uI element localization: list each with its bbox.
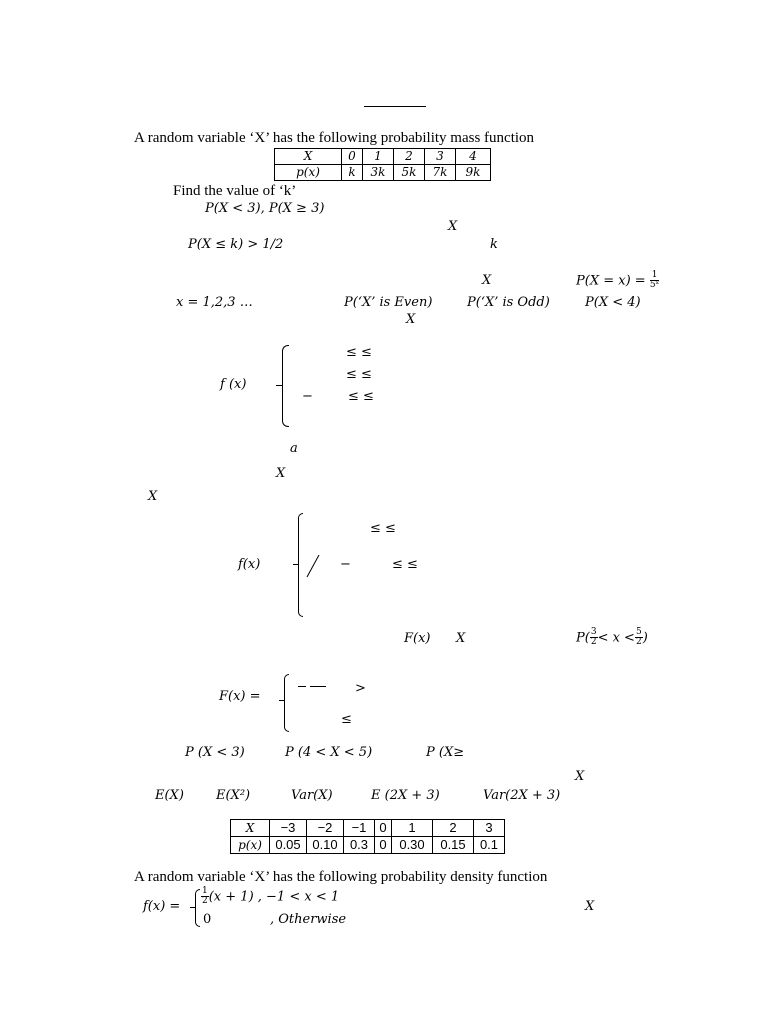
q6-pmf-table (230, 819, 505, 854)
q4-frac-upper (635, 628, 643, 648)
q4-frac-upper-den: 2 (635, 637, 642, 648)
header-rule (364, 106, 426, 107)
q1-intro: A random variable ‘X’ has the following probability mass function (134, 130, 535, 146)
q6-x: X (575, 769, 585, 784)
table-cell: 0.10 (307, 837, 344, 854)
table-cell: 3 (474, 820, 505, 837)
q3-a: a (290, 441, 298, 456)
q3-brace-tip (276, 385, 282, 386)
q1-condition: P(X ≤ k) > 1/2 (188, 237, 284, 252)
q7-half (201, 887, 209, 907)
q5-p3: P (X≥ (426, 745, 465, 760)
q3-fx: f (x) (220, 377, 247, 392)
q3-brace (282, 345, 289, 427)
q4-frac-lower-num: 3 (590, 627, 597, 637)
q5-brace-tip (279, 700, 285, 701)
q3-case1-cond: ≤ ≤ (346, 345, 372, 360)
q1-find: Find the value of ‘k’ (173, 183, 297, 199)
q1-k-label: k (490, 237, 498, 252)
table-cell: −2 (307, 820, 344, 837)
q7-half-den: 2 (202, 896, 208, 907)
q4-brace-tip (293, 564, 299, 565)
q4-frac-upper-num: 5 (635, 627, 642, 637)
table-cell: 0 (342, 149, 363, 165)
q2-x-label: X (482, 273, 492, 288)
q2-less4: P(X < 4) (585, 295, 641, 310)
q6-ex: E(X) (155, 788, 184, 803)
table-cell: −1 (344, 820, 375, 837)
table-row (275, 149, 491, 165)
q7-case2-val: 0 (203, 912, 212, 927)
table-cell: 7k (425, 165, 456, 181)
table-cell: 0 (375, 837, 392, 854)
q7-case1 (201, 887, 339, 907)
q3-case2-cond: ≤ ≤ (346, 367, 372, 382)
q4-frac-lower-den: 2 (590, 637, 597, 648)
q7-half-num: 1 (202, 886, 208, 896)
table-cell: 2 (433, 820, 474, 837)
q4-x-2: X (456, 631, 466, 646)
q5-le: ≤ (341, 712, 352, 727)
table-cell: 3 (425, 149, 456, 165)
q1-probs: P(X < 3), P(X ≥ 3) (205, 201, 325, 216)
table-cell: 3k (363, 165, 394, 181)
q5-brace (284, 674, 289, 732)
q4-prob-p: P( (576, 630, 590, 646)
q6-var2x3: Var(2X + 3) (483, 788, 561, 803)
table-cell: −3 (270, 820, 307, 837)
q5-p2: P (4 < X < 5) (285, 745, 373, 760)
q1-x-label: X (448, 219, 458, 234)
q4-Fx: F(x) (404, 631, 431, 646)
q2-pmf-num: 1 (651, 270, 658, 280)
q7-case2-cond: , Otherwise (270, 912, 347, 927)
table-row (275, 165, 491, 181)
q3-case3-dash: − (302, 389, 313, 404)
table-cell: 0.15 (433, 837, 474, 854)
q2-pmf-formula (576, 271, 659, 291)
q5-p1: P (X < 3) (185, 745, 245, 760)
table-cell: 5k (394, 165, 425, 181)
q4-prob (576, 628, 648, 648)
q7-brace-tip (190, 907, 196, 908)
q2-even: P(‘X’ is Even) (344, 295, 433, 310)
q4-case2-cond: ≤ ≤ (392, 557, 418, 572)
q2-pmf-fraction (650, 271, 660, 291)
q3-x: X (276, 466, 286, 481)
table-cell: p(x) (275, 165, 342, 181)
q7-brace (195, 889, 200, 927)
q5-Fx: F(x) = (219, 689, 261, 704)
table-cell: p(x) (231, 837, 270, 854)
q5-gt: > (355, 681, 366, 696)
table-cell: 0 (375, 820, 392, 837)
table-row (231, 837, 505, 854)
q2-pmf-den: 5ˣ (649, 280, 660, 291)
q5-dash-long (310, 686, 326, 687)
q3-case3-cond: ≤ ≤ (348, 389, 374, 404)
q7-x: X (585, 899, 595, 914)
q4-prob-close: ) (642, 630, 648, 646)
table-cell: X (231, 820, 270, 837)
table-cell: 0.05 (270, 837, 307, 854)
table-cell: 2 (394, 149, 425, 165)
q4-fx: f(x) (238, 557, 261, 572)
table-cell: 0.3 (344, 837, 375, 854)
table-row (231, 820, 505, 837)
q7-intro: A random variable ‘X’ has the following probability density function (134, 869, 548, 885)
q4-brace (298, 513, 303, 617)
q2-x-label-2: X (406, 312, 416, 327)
q6-var: Var(X) (291, 788, 333, 803)
table-cell: k (342, 165, 363, 181)
q4-x: X (148, 489, 158, 504)
q4-case1-cond: ≤ ≤ (370, 521, 396, 536)
q6-ex2: E(X²) (216, 788, 251, 803)
table-cell: 4 (456, 149, 491, 165)
q4-case2-dash: − (340, 557, 351, 572)
q7-case1-expr: (x + 1) , −1 < x < 1 (208, 889, 340, 905)
q2-odd: P(‘X’ is Odd) (467, 295, 550, 310)
table-cell: 9k (456, 165, 491, 181)
q4-slash-mark (304, 553, 322, 579)
q1-pmf-table (274, 148, 491, 181)
table-cell: 1 (392, 820, 433, 837)
q4-prob-lt: < x < (597, 630, 635, 646)
q7-fx: f(x) = (143, 899, 181, 914)
q2-pmf-lhs: P(X = x) = (576, 273, 646, 289)
q4-frac-lower (590, 628, 598, 648)
q5-dash-short (298, 686, 306, 687)
table-cell: 0.1 (474, 837, 505, 854)
q2-domain: x = 1,2,3 … (176, 295, 253, 310)
table-cell: 1 (363, 149, 394, 165)
table-cell: 0.30 (392, 837, 433, 854)
q6-e2x3: E (2X + 3) (371, 788, 440, 803)
table-cell: X (275, 149, 342, 165)
